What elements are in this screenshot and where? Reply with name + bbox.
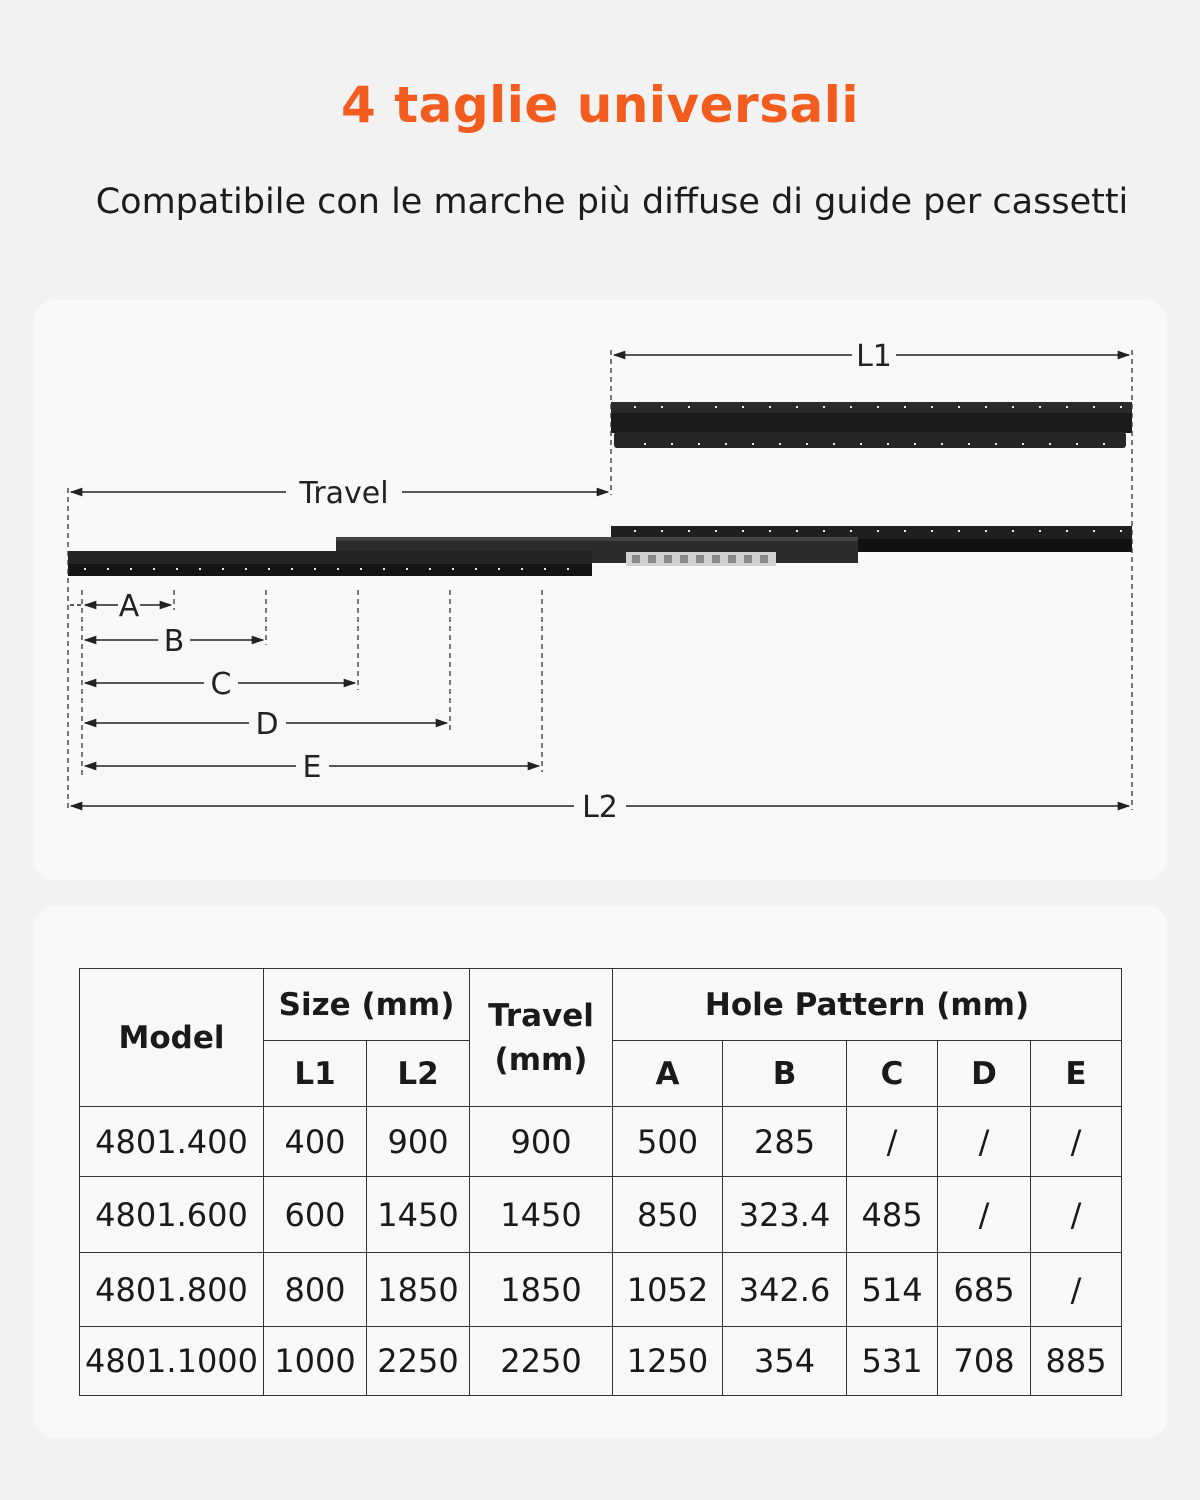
cell-travel: 900: [470, 1107, 613, 1177]
header-d: D: [938, 1041, 1031, 1107]
rail-hole: [688, 530, 690, 532]
rail-hole: [877, 406, 879, 408]
rail-hole: [796, 406, 798, 408]
header-e: E: [1031, 1041, 1122, 1107]
rail-hole: [877, 530, 879, 532]
rail-hole: [661, 530, 663, 532]
rail-hole: [968, 443, 970, 445]
cell-c: 485: [847, 1177, 938, 1253]
rail-hole: [958, 406, 960, 408]
rail-hole: [452, 568, 454, 570]
rail-hole: [823, 530, 825, 532]
rail-hole: [725, 443, 727, 445]
table-row: [80, 1327, 1122, 1396]
rail-hole: [823, 406, 825, 408]
rail-hole: [383, 568, 385, 570]
rail-hole: [1039, 530, 1041, 532]
rail-hole: [245, 568, 247, 570]
cell-l1: 400: [264, 1107, 367, 1177]
rail-hole: [634, 530, 636, 532]
rail-hole: [728, 555, 736, 563]
rail-hole: [688, 406, 690, 408]
slide-rail-diagram: [34, 300, 1167, 880]
rail-hole: [1076, 443, 1078, 445]
page-subtitle: Compatibile con le marche più diffuse di guide per cassetti: [95, 182, 1129, 222]
header-model: Model: [80, 969, 264, 1107]
header-b: B: [723, 1041, 847, 1107]
rail-hole: [644, 443, 646, 445]
rail-hole: [860, 443, 862, 445]
rail-hole: [544, 568, 546, 570]
inner-rail: [611, 402, 1132, 448]
cell-d: 685: [938, 1253, 1031, 1327]
cell-model: 4801.400: [80, 1107, 264, 1177]
rail-hole: [406, 568, 408, 570]
rail-hole: [887, 443, 889, 445]
rail-hole: [779, 443, 781, 445]
cell-l1: 1000: [264, 1327, 367, 1396]
cell-e: /: [1031, 1177, 1122, 1253]
rail-hole: [521, 568, 523, 570]
rail-hole: [742, 406, 744, 408]
rail-hole: [648, 555, 656, 563]
rail-hole: [634, 406, 636, 408]
cell-a: 500: [613, 1107, 723, 1177]
label-e: E: [302, 750, 322, 785]
cell-d: 708: [938, 1327, 1031, 1396]
cell-l2: 900: [367, 1107, 470, 1177]
cell-b: 285: [723, 1107, 847, 1177]
diagram-panel: [34, 300, 1167, 880]
rail-hole: [850, 530, 852, 532]
rail-hole: [850, 406, 852, 408]
rail-hole: [1093, 530, 1095, 532]
header-c: C: [847, 1041, 938, 1107]
header-travel-line2: (mm): [494, 1041, 588, 1078]
rail-hole: [941, 443, 943, 445]
rail-hole: [1022, 443, 1024, 445]
rail-hole: [744, 555, 752, 563]
header-a: A: [613, 1041, 723, 1107]
rail-hole: [1039, 406, 1041, 408]
rail-hole: [715, 530, 717, 532]
rail-hole: [833, 443, 835, 445]
label-d: D: [255, 707, 279, 742]
rail-hole: [429, 568, 431, 570]
cell-e: /: [1031, 1253, 1122, 1327]
cell-model: 4801.600: [80, 1177, 264, 1253]
rail-hole: [567, 568, 569, 570]
header-size: Size (mm): [264, 969, 470, 1041]
rail-hole: [760, 555, 768, 563]
label-l1: L1: [856, 339, 892, 374]
rail-hole: [712, 555, 720, 563]
cell-l1: 800: [264, 1253, 367, 1327]
rail-hole: [1093, 406, 1095, 408]
rail-hole: [995, 443, 997, 445]
rail-hole: [696, 555, 704, 563]
table-row: [80, 1177, 1122, 1253]
rail-hole: [337, 568, 339, 570]
specs-table: [79, 968, 1122, 1396]
header-hole-pattern: Hole Pattern (mm): [613, 969, 1122, 1041]
rail-hole: [153, 568, 155, 570]
rail-hole: [130, 568, 132, 570]
page-title: 4 taglie universali: [341, 76, 859, 134]
cell-d: /: [938, 1177, 1031, 1253]
rail-hole: [1103, 443, 1105, 445]
rail-hole: [931, 530, 933, 532]
cell-c: /: [847, 1107, 938, 1177]
cell-l2: 1450: [367, 1177, 470, 1253]
cell-travel: 2250: [470, 1327, 613, 1396]
rail-hole: [1049, 443, 1051, 445]
rail-hole: [1120, 530, 1122, 532]
rail-hole: [632, 555, 640, 563]
table-panel: [34, 906, 1167, 1438]
rail-hole: [107, 568, 109, 570]
label-c: C: [210, 667, 232, 702]
rail-hole: [1120, 406, 1122, 408]
rail-hole: [769, 530, 771, 532]
cell-model: 4801.800: [80, 1253, 264, 1327]
rail-hole: [1066, 406, 1068, 408]
cell-d: /: [938, 1107, 1031, 1177]
cell-a: 1052: [613, 1253, 723, 1327]
cell-a: 850: [613, 1177, 723, 1253]
rail-hole: [661, 406, 663, 408]
header-l2: L2: [367, 1041, 470, 1107]
table-row: [80, 1107, 1122, 1177]
rail-hole: [671, 443, 673, 445]
rail-hole: [806, 443, 808, 445]
label-l2: L2: [582, 790, 618, 825]
cell-b: 342.6: [723, 1253, 847, 1327]
header-l1: L1: [264, 1041, 367, 1107]
rail-hole: [985, 406, 987, 408]
cell-travel: 1450: [470, 1177, 613, 1253]
rail-hole: [752, 443, 754, 445]
rail-hole: [1066, 530, 1068, 532]
telescopic-rail: [68, 526, 1132, 576]
rail-hole: [176, 568, 178, 570]
cell-model: 4801.1000: [80, 1327, 264, 1396]
rail-hole: [904, 530, 906, 532]
cell-e: /: [1031, 1107, 1122, 1177]
rail-hole: [698, 443, 700, 445]
rail-hole: [360, 568, 362, 570]
rail-hole: [1012, 406, 1014, 408]
cell-l2: 2250: [367, 1327, 470, 1396]
cell-travel: 1850: [470, 1253, 613, 1327]
rail-hole: [769, 406, 771, 408]
rail-hole: [84, 568, 86, 570]
cell-e: 885: [1031, 1327, 1122, 1396]
header-travel-line1: Travel: [488, 997, 594, 1034]
cell-l2: 1850: [367, 1253, 470, 1327]
cell-l1: 600: [264, 1177, 367, 1253]
rail-hole: [268, 568, 270, 570]
rail-hole: [985, 530, 987, 532]
header-travel: [470, 969, 613, 1107]
rail-hole: [680, 555, 688, 563]
rail-hole: [664, 555, 672, 563]
rail-hole: [914, 443, 916, 445]
rail-hole: [931, 406, 933, 408]
rail-hole: [291, 568, 293, 570]
cell-c: 514: [847, 1253, 938, 1327]
rail-hole: [742, 530, 744, 532]
cell-a: 1250: [613, 1327, 723, 1396]
rail-hole: [958, 530, 960, 532]
rail-hole: [715, 406, 717, 408]
label-b: B: [163, 624, 185, 659]
rail-hole: [314, 568, 316, 570]
label-travel: Travel: [299, 476, 389, 511]
cell-b: 354: [723, 1327, 847, 1396]
label-a: A: [118, 589, 140, 624]
rail-hole: [904, 406, 906, 408]
rail-hole: [222, 568, 224, 570]
rail-hole: [498, 568, 500, 570]
rail-hole: [475, 568, 477, 570]
table-row: [80, 1253, 1122, 1327]
rail-hole: [199, 568, 201, 570]
rail-hole: [796, 530, 798, 532]
cell-b: 323.4: [723, 1177, 847, 1253]
rail-hole: [1012, 530, 1014, 532]
cell-c: 531: [847, 1327, 938, 1396]
